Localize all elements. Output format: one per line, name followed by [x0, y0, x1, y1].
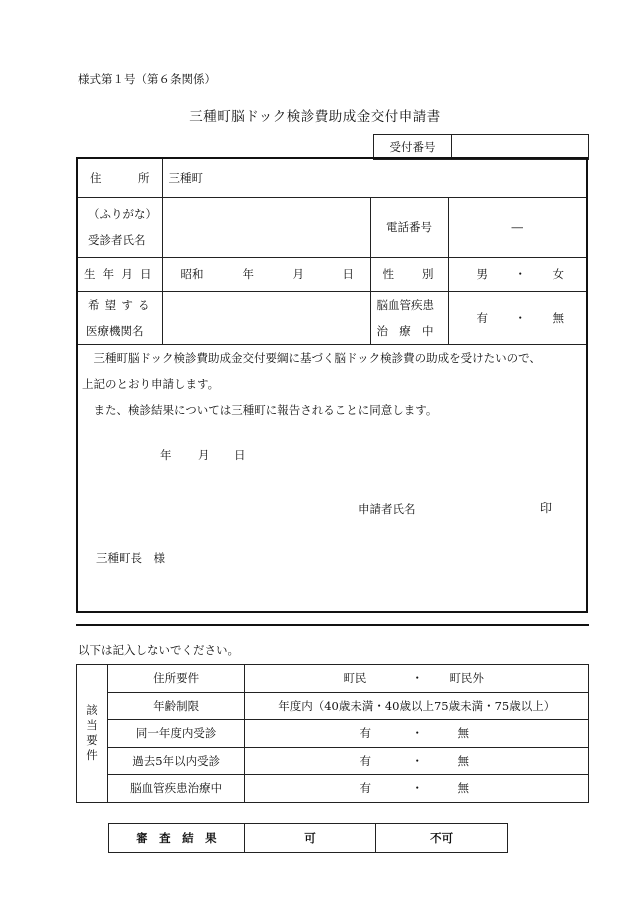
disease-separator: ・	[514, 310, 526, 325]
office-use-note: 以下は記入しないでください。	[78, 643, 239, 657]
requirement-label-address: 住所要件	[107, 665, 245, 693]
address-field[interactable]	[162, 159, 586, 197]
review-result-table	[108, 823, 508, 853]
office-use-table	[76, 664, 589, 803]
requirement-value-same-year: 有 ・ 無	[245, 720, 589, 748]
requirement-value-under-treatment: 有 ・ 無	[245, 775, 589, 803]
birth-era: 昭和	[180, 267, 204, 281]
requirement-label-past-5-years: 過去5年以内受診	[107, 747, 245, 775]
declaration-section	[78, 345, 586, 611]
requirement-value-past-5-years: 有 ・ 無	[245, 747, 589, 775]
birthdate-field[interactable]	[162, 257, 370, 291]
application-date-day[interactable]: 日	[234, 447, 246, 462]
disease-yes-option[interactable]: 有	[476, 310, 488, 325]
birth-year: 年	[242, 267, 254, 281]
receipt-number-field[interactable]	[452, 135, 589, 160]
cerebrovascular-treatment-label: 脳血管疾患 治 療 中	[370, 291, 448, 344]
sex-field[interactable]	[448, 257, 586, 291]
phone-label: 電話番号	[370, 197, 448, 257]
hospital-label: 希 望 す る 医療機関名	[78, 291, 162, 344]
phone-value: ―	[511, 220, 523, 234]
requirement-label-age: 年齢制限	[107, 692, 245, 720]
review-approved-cell[interactable]: 可	[244, 824, 376, 853]
form-number: 様式第１号（第６条関係）	[78, 72, 216, 86]
disease-no-option[interactable]: 無	[552, 310, 564, 325]
review-result-label: 審 査 結 果	[109, 824, 245, 853]
sex-separator: ・	[514, 267, 526, 281]
sex-female-option[interactable]: 女	[552, 267, 564, 281]
cerebrovascular-treatment-field[interactable]	[448, 291, 586, 344]
addressee: 三種町長 様	[96, 550, 165, 565]
application-form	[76, 157, 588, 613]
applicant-info-table	[78, 159, 586, 345]
separator-rule	[76, 624, 589, 626]
declaration-line-1: 三種町脳ドック検診費助成金交付要綱に基づく脳ドック検診費の助成を受けたいので、	[82, 350, 541, 365]
seal-icon: 印	[540, 500, 553, 515]
eligibility-group-label: 該 当 要 件	[77, 665, 108, 803]
receipt-number-label: 受付番号	[374, 135, 452, 160]
name-field[interactable]	[162, 197, 370, 257]
application-date-month[interactable]: 月	[198, 447, 210, 462]
name-label	[78, 197, 162, 257]
requirement-label-same-year: 同一年度内受診	[107, 720, 245, 748]
birth-month: 月	[292, 267, 304, 281]
declaration-line-3: また、検診結果については三種町に報告されることに同意します。	[82, 402, 438, 417]
furigana-label: （ふりがな）	[88, 207, 157, 221]
applicant-name-label: 申請者氏名	[358, 501, 416, 516]
birthdate-label: 生 年 月 日	[78, 257, 162, 291]
address-value: 三種町	[168, 170, 203, 185]
address-label: 住 所	[78, 159, 162, 197]
phone-field[interactable]	[448, 197, 586, 257]
examinee-name-label: 受診者氏名	[88, 233, 146, 247]
sex-male-option[interactable]: 男	[476, 267, 488, 281]
hospital-field[interactable]	[162, 291, 370, 344]
sex-label: 性 別	[370, 257, 448, 291]
declaration-line-2: 上記のとおり申請します。	[82, 376, 220, 391]
requirement-value-age: 年度内（40歳未満・40歳以上75歳未満・75歳以上）	[245, 692, 589, 720]
birth-day: 日	[342, 267, 354, 281]
requirement-label-under-treatment: 脳血管疾患治療中	[107, 775, 245, 803]
requirement-value-address: 町民 ・ 町民外	[245, 665, 589, 693]
application-date-year[interactable]: 年	[160, 447, 172, 462]
review-rejected-cell[interactable]: 不可	[376, 824, 508, 853]
document-title: 三種町脳ドック検診費助成金交付申請書	[189, 109, 441, 125]
